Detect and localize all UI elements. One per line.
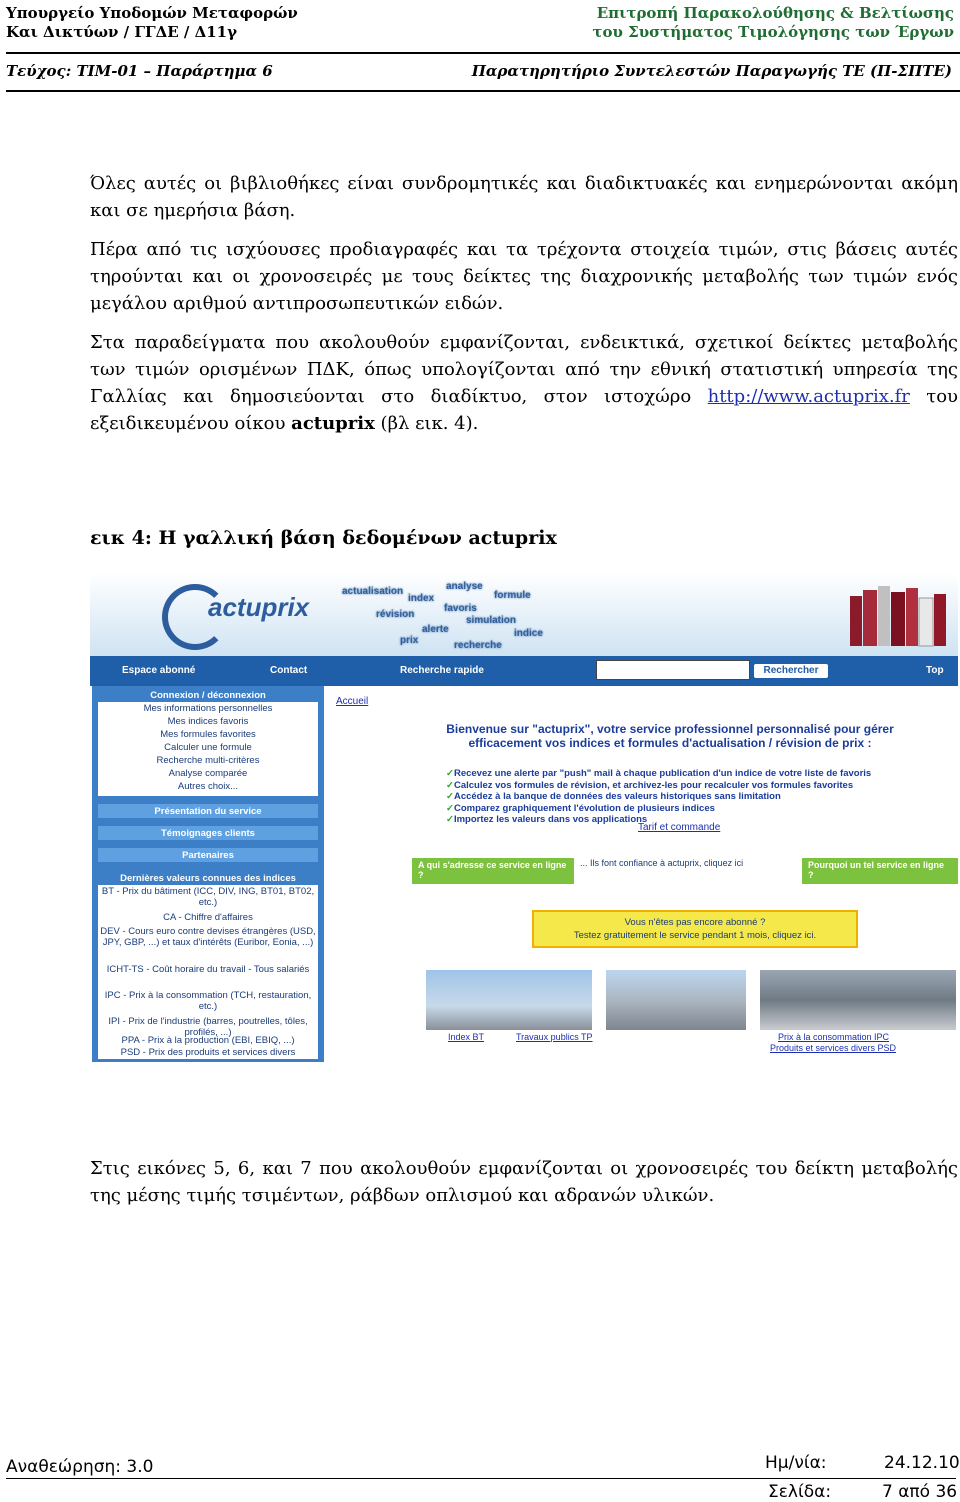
header-committee	[592, 4, 954, 42]
paragraph-3: Στα παραδείγματα που ακολουθούν εμφανίζονται, ενδεικτικά, σχετικοί δείκτες μεταβολής των τιμών ορισμένων ΠΔΚ, όπως υπολογίζονται από την εθνική στατιστική υπηρεσία της Γαλλίας και δημοσιεύονται στο διαδίκτυο, στον ιστοχώρο http://www.actuprix.fr του εξειδικευμένου οίκου actuprix (βλ εικ. 4).	[90, 332, 958, 434]
nav-top[interactable]: Top	[926, 665, 944, 676]
index-link[interactable]: PPA - Prix à la production (EBI, EBIQ, ...)	[121, 1035, 295, 1046]
paragraph-4: Στις εικόνες 5, 6, και 7 που ακολουθούν εμφανίζονται οι χρονοσειρές του δείκτη μεταβολής της μέσης τιμής τσιμέντων, ράβδων οπλισμού και αδρανών υλικών.	[90, 1158, 958, 1206]
header-rule-bottom	[6, 90, 960, 92]
traffic-photo[interactable]	[760, 970, 956, 1030]
paragraph-1: Όλες αυτές οι βιβλιοθήκες είναι συνδρομητικές και διαδικτυακές και ενημερώνονται ακόμη και σε ημερήσια βάση.	[90, 173, 958, 221]
page-label: Σελίδα:	[768, 1482, 832, 1502]
sidebar-connexion[interactable]: Connexion / déconnexion	[150, 690, 266, 701]
revision-label: Αναθεώρηση: 3.0	[6, 1457, 154, 1477]
cranes-photo[interactable]	[606, 970, 746, 1030]
banner-word: indice	[514, 628, 543, 639]
nav-contact[interactable]: Contact	[270, 665, 308, 676]
sidebar-link[interactable]: Recherche multi-critères	[156, 755, 260, 766]
photo-caption[interactable]: Prix à la consommation IPC	[778, 1032, 890, 1042]
sidebar-partenaires[interactable]: Partenaires	[182, 850, 234, 861]
ministry-line2: Και Δικτύων / ΓΓΔΕ / Δ11γ	[6, 23, 238, 41]
nav-espace-abonne[interactable]: Espace abonné	[122, 665, 196, 676]
site-banner	[90, 572, 958, 656]
feature-item: ✓ Comparez graphiquement l'évolution de plusieurs indices	[446, 803, 871, 815]
header-ministry	[6, 4, 298, 42]
who-is-it-for-box[interactable]: A qui s'adresse ce service en ligne ?	[412, 858, 574, 884]
sidebar-account-box	[98, 702, 318, 796]
sidebar-link[interactable]: Analyse comparée	[168, 768, 248, 779]
tarif-link[interactable]: Tarif et commande	[638, 822, 721, 833]
sidebar-link[interactable]: Mes formules favorites	[160, 729, 256, 740]
why-service-box[interactable]: Pourquoi un tel service en ligne ?	[802, 858, 958, 884]
sidebar-temoignages[interactable]: Témoignages clients	[161, 828, 255, 839]
committee-line1: Επιτροπή Παρακολούθησης & Βελτίωσης	[596, 4, 954, 22]
ministry-line1: Υπουργείο Υποδομών Μεταφορών	[6, 4, 298, 22]
actuprix-screenshot	[90, 572, 958, 1062]
welcome-text: Bienvenue sur "actuprix", votre service professionnel personnalisé pour gérer efficacement vos indices et formules d'actualisation / révision de prix :	[446, 722, 894, 750]
sidebar-link[interactable]: Autres choix...	[177, 781, 239, 792]
date-value: 24.12.10	[884, 1453, 960, 1473]
date-label: Ημ/νία:	[765, 1453, 827, 1473]
sidebar-link[interactable]: Mes informations personnelles	[143, 703, 273, 714]
sidebar-index-box	[98, 885, 318, 1059]
figure-caption: εικ 4: Η γαλλική βάση δεδομένων actuprix	[90, 527, 557, 549]
paragraph-2: Πέρα από τις ισχύουσες προδιαγραφές και τα τρέχοντα στοιχεία τιμών, στις βάσεις αυτές τηρούνται και οι χρονοσειρές με τους δείκτες της διαχρονικής μεταβολής των τιμών ενός μεγάλου αριθμού αντιπροσωπευτικών ειδών.	[90, 239, 958, 314]
site-sidebar	[92, 686, 324, 1062]
banner-word: actualisation	[342, 586, 404, 597]
photo-caption[interactable]: Index BT	[448, 1032, 485, 1042]
issue-label: Τεύχος: ΤΙΜ-01 – Παράρτημα 6	[6, 62, 273, 80]
banner-word: simulation	[466, 615, 517, 626]
banner-word: révision	[376, 609, 415, 620]
banner-word: alerte	[422, 624, 449, 635]
site-logo: actuprix	[208, 592, 310, 622]
banner-word: favoris	[444, 603, 477, 614]
sidebar-link[interactable]: Calculer une formule	[164, 742, 252, 753]
index-link[interactable]: ICHT-TS - Coût horaire du travail - Tous salariés	[106, 964, 310, 975]
banner-word: prix	[400, 635, 419, 646]
feature-item: ✓ Importez les valeurs dans vos applications	[446, 814, 871, 826]
banner-word: index	[408, 593, 435, 604]
feature-item: ✓ Calculez vos formules de révision, et archivez-les pour recalculer vos formules favorites	[446, 780, 871, 792]
books-icon	[842, 580, 952, 650]
sidebar-link[interactable]: Mes indices favoris	[167, 716, 249, 727]
nav-recherche-rapide[interactable]: Recherche rapide	[400, 665, 484, 676]
feature-list	[446, 768, 871, 826]
index-link[interactable]: CA - Chiffre d'affaires	[163, 912, 253, 923]
quick-search-input[interactable]	[596, 660, 750, 680]
banner-word: formule	[494, 590, 531, 601]
index-link[interactable]: IPI - Prix de l'industrie (barres, poutrelles, tôles, profilés, ...)	[108, 1016, 308, 1038]
header-rule-top	[6, 52, 960, 54]
index-link[interactable]: PSD - Prix des produits et services divers	[120, 1047, 296, 1058]
banner-word: recherche	[454, 640, 502, 651]
feature-item: ✓ Accédez à la banque de données des valeurs historiques sans limitation	[446, 791, 871, 803]
index-link[interactable]: BT - Prix du bâtiment (ICC, DIV, ING, BT01, BT02, etc.)	[101, 886, 315, 908]
sidebar-presentation[interactable]: Présentation du service	[154, 806, 262, 817]
actuprix-link[interactable]: http://www.actuprix.fr	[707, 386, 910, 407]
footer-rule	[6, 1478, 956, 1479]
page-value: 7 από 36	[882, 1482, 958, 1502]
trial-notice[interactable]	[532, 910, 858, 948]
feature-item: ✓ Recevez une alerte par "push" mail à chaque publication d'un indice de votre liste de favoris	[446, 768, 871, 780]
photo-caption[interactable]: Produits et services divers PSD	[770, 1043, 897, 1053]
photo-caption[interactable]: Travaux publics TP	[516, 1032, 593, 1042]
index-link[interactable]: DEV - Cours euro contre devises étrangères (USD, JPY, GBP, ...) et taux d'intérêts (Euribor, Eonia, ...)	[100, 926, 316, 948]
banner-word: analyse	[446, 581, 483, 592]
site-navbar	[90, 656, 958, 686]
rechercher-button[interactable]: Rechercher	[754, 664, 828, 678]
construction-photo[interactable]	[426, 970, 592, 1030]
trial-notice-line2: Testez gratuitement le service pendant 1 mois, cliquez ici.	[573, 930, 817, 941]
observatory-label: Παρατηρητήριο Συντελεστών Παραγωγής ΤΕ (Π-ΣΠΤΕ)	[471, 62, 952, 80]
they-trust-box[interactable]: ... Ils font confiance à actuprix, cliquez ici	[580, 858, 744, 868]
index-link[interactable]: IPC - Prix à la consommation (TCH, restauration, etc.)	[104, 990, 312, 1012]
accueil-link[interactable]: Accueil	[336, 696, 369, 707]
trial-notice-line1: Vous n'êtes pas encore abonné ?	[624, 917, 766, 928]
committee-line2: του Συστήματος Τιμολόγησης των Έργων	[592, 23, 954, 41]
sidebar-dernieres-valeurs: Dernières valeurs connues des indices	[120, 873, 296, 884]
